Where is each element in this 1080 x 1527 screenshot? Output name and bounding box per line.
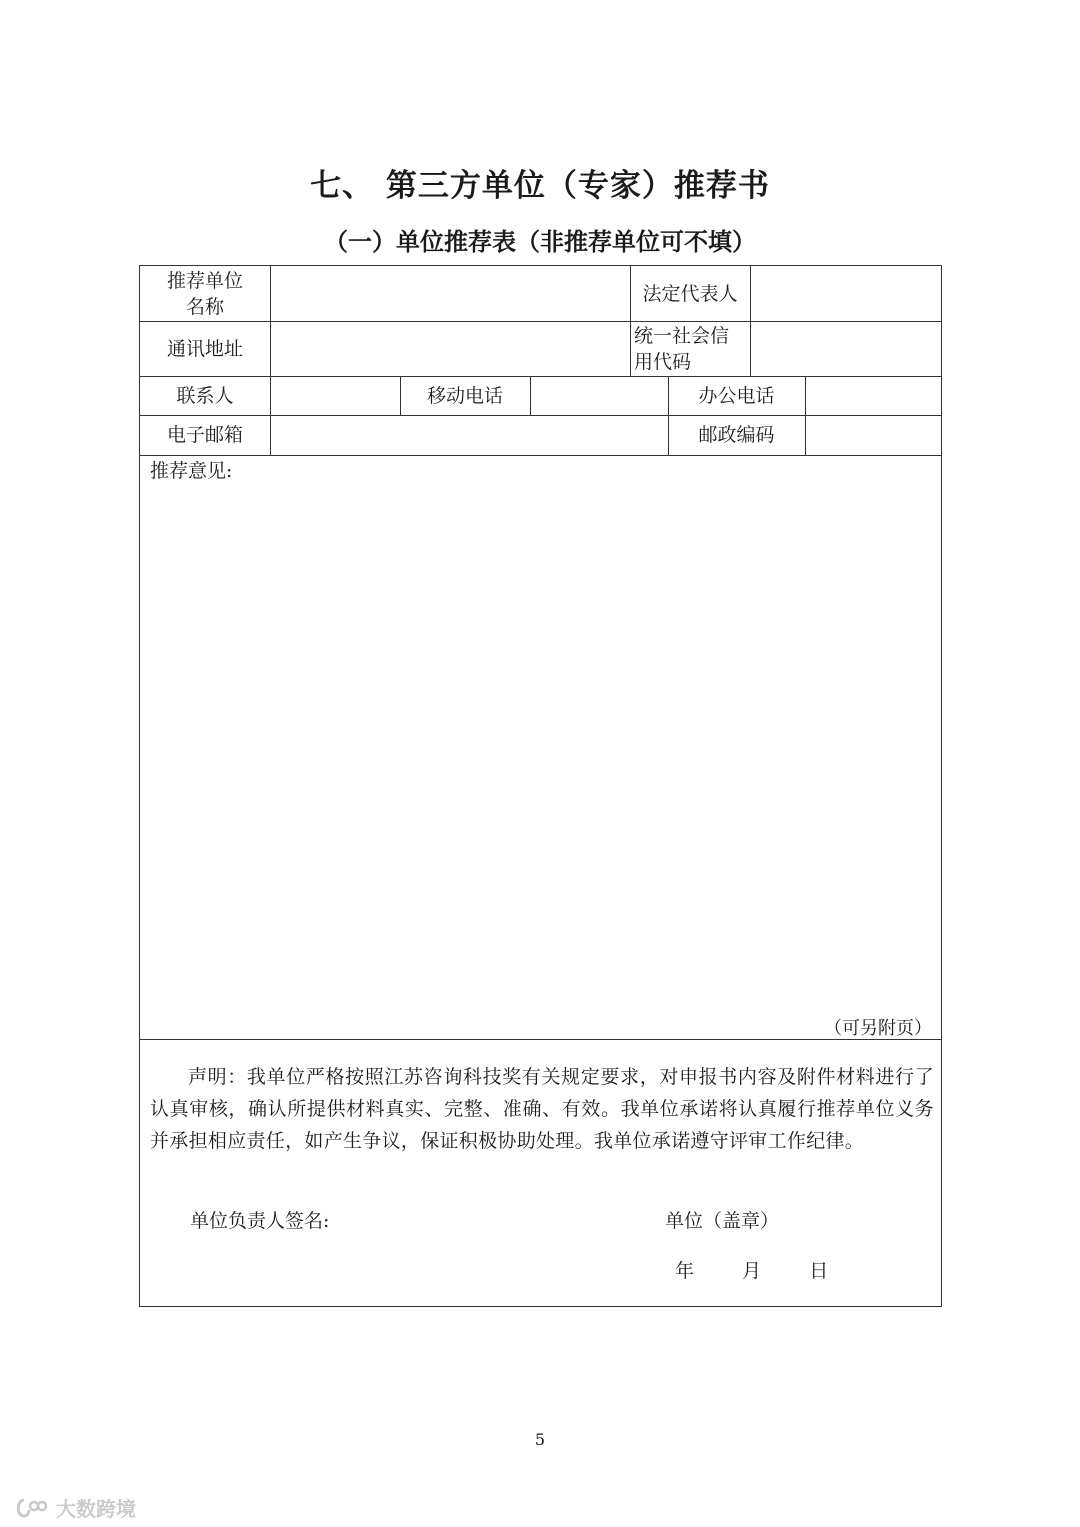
attachment-note: （可另附页）: [824, 1018, 932, 1039]
signature-label: 单位负责人签名:: [190, 1210, 330, 1232]
row-divider: [140, 455, 941, 456]
mobile-label: 移动电话: [426, 384, 503, 407]
legal-rep-field[interactable]: [751, 266, 941, 321]
unit-name-label-line2: 名称: [185, 295, 224, 318]
section-divider: [140, 1039, 941, 1040]
credit-code-label-line1: 统一社会信: [634, 324, 730, 347]
postal-code-field[interactable]: [806, 415, 941, 455]
opinion-field[interactable]: [140, 481, 941, 1011]
watermark: [14, 1493, 136, 1522]
address-field[interactable]: [271, 321, 629, 376]
email-label: 电子邮箱: [166, 424, 243, 446]
unit-name-label-line1: 推荐单位: [166, 269, 243, 292]
document-subtitle: （一）单位推荐表（非推荐单位可不填）: [324, 227, 756, 256]
unit-name-field[interactable]: [271, 266, 629, 321]
office-phone-label: 办公电话: [698, 384, 775, 407]
signature-date: [675, 1256, 828, 1283]
legal-rep-label: 法定代表人: [642, 282, 738, 305]
credit-code-field[interactable]: [751, 321, 941, 376]
document-title: 七、 第三方单位（专家）推荐书: [310, 168, 770, 204]
declaration-text: 声明：我单位严格按照江苏咨询科技奖有关规定要求，对申报书内容及附件材料进行了认真审核，确认所提供材料真实、完整、准确、有效。我单位承诺将认真履行推荐单位义务并承担相应责任，如产生争议，保证积极协助处理。我单位承诺遵守评审工作纪律。: [150, 1066, 934, 1152]
recommendation-form: [139, 265, 942, 1307]
page-number: 5: [534, 1430, 546, 1449]
address-label: 通讯地址: [166, 337, 243, 360]
credit-code-label: [630, 321, 750, 376]
credit-code-label-line2: 用代码: [634, 350, 692, 373]
postal-code-label: 邮政编码: [698, 424, 775, 446]
watermark-logo-icon: [14, 1496, 48, 1520]
date-day: 日: [809, 1260, 829, 1282]
contact-field[interactable]: [271, 376, 400, 415]
seal-label: 单位（盖章）: [665, 1210, 780, 1232]
unit-name-label: [140, 266, 270, 321]
office-phone-field[interactable]: [806, 376, 941, 415]
date-month: 月: [742, 1260, 762, 1282]
email-field[interactable]: [271, 415, 668, 455]
contact-label: 联系人: [176, 384, 234, 407]
date-year: 年: [675, 1260, 695, 1282]
mobile-field[interactable]: [531, 376, 668, 415]
watermark-text: 大数跨境: [56, 1497, 136, 1521]
opinion-label: 推荐意见:: [150, 460, 233, 482]
